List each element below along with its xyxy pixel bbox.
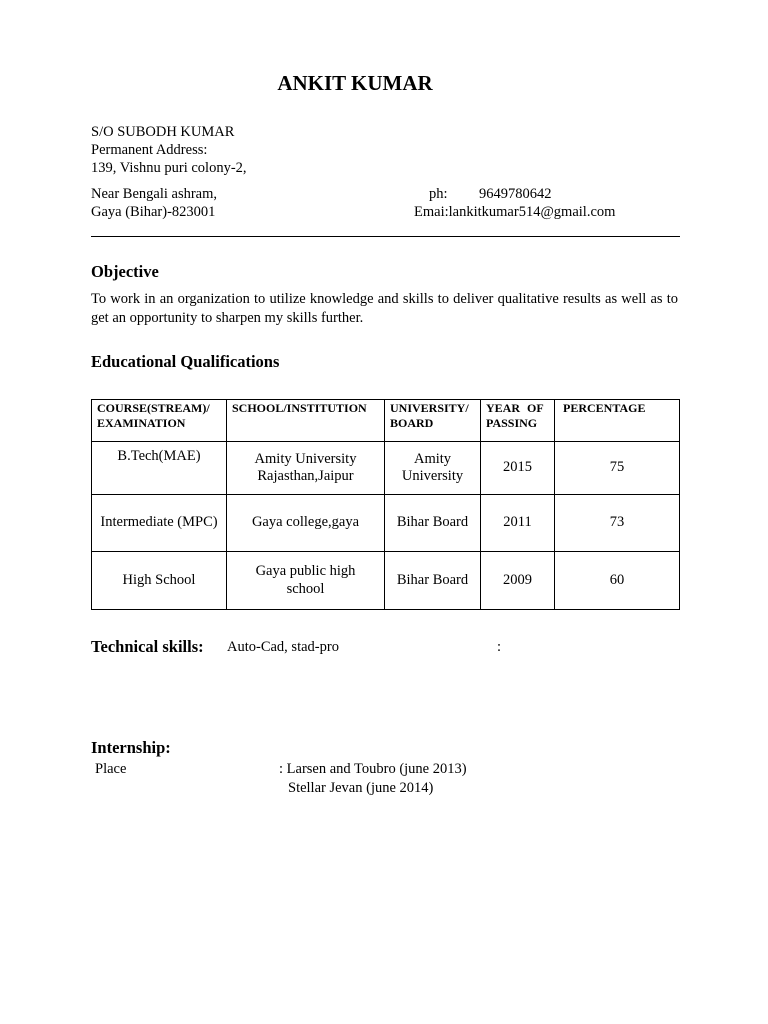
column-header-line: BOARD: [390, 416, 434, 430]
phone-label: ph:: [429, 186, 448, 202]
objective-heading: Objective: [91, 262, 159, 281]
cell-percentage: [555, 442, 680, 495]
cell-percentage: [555, 552, 680, 610]
cell-course: [92, 552, 227, 610]
cell-year: [481, 495, 555, 552]
address-label: Permanent Address:: [91, 142, 208, 158]
cell-board: [385, 552, 481, 610]
header-divider: [91, 236, 680, 237]
column-header-line: UNIVERSITY/: [390, 401, 469, 415]
table-row: [92, 552, 680, 610]
cell-school: [227, 552, 385, 610]
column-header-line: YEAR OF: [486, 401, 544, 415]
table-row: [92, 495, 680, 552]
cell-text: 2015: [503, 459, 532, 476]
cell-course: [92, 495, 227, 552]
email-address: Emai:lankitkumar514@gmail.com: [414, 204, 616, 220]
cell-percentage: [555, 495, 680, 552]
cell-school: [227, 495, 385, 552]
cell-text: High School: [122, 571, 196, 588]
table-header-row: [92, 400, 680, 442]
cell-board: [385, 442, 481, 495]
column-header-percentage: [555, 400, 680, 442]
cell-text: Amity University: [254, 450, 357, 467]
objective-text: To work in an organization to utilize knowledge and skills to deliver qualitative results as well as to get an opportunity to sharpen my skills further.: [91, 291, 678, 326]
cell-text: school: [286, 580, 325, 597]
technical-skills-value: Auto-Cad, stad-pro: [227, 639, 339, 655]
cell-text: Rajasthan,Jaipur: [257, 468, 354, 484]
address-line-3: Gaya (Bihar)-823001: [91, 204, 216, 220]
cell-text: 2009: [503, 571, 532, 588]
column-header-line: EXAMINATION: [97, 416, 186, 430]
cell-text: Gaya public high: [255, 563, 356, 579]
relation-line: S/O SUBODH KUMAR: [91, 124, 235, 140]
cell-text: 2011: [503, 514, 532, 531]
cell-board: [385, 495, 481, 552]
cell-year: [481, 442, 555, 495]
column-header-line: PERCENTAGE: [563, 401, 646, 415]
cell-text: Gaya college,gaya: [251, 514, 360, 531]
column-header-course: [92, 400, 227, 442]
column-header-line: COURSE(STREAM)/: [97, 401, 210, 415]
cell-text: Amity: [413, 450, 452, 467]
cell-year: [481, 552, 555, 610]
education-table: [91, 399, 680, 610]
column-header-line: PASSING: [486, 416, 538, 430]
phone-number: 9649780642: [479, 186, 552, 202]
cell-school: [227, 442, 385, 495]
table-row: [92, 442, 680, 495]
resume-name: ANKIT KUMAR: [277, 71, 433, 95]
cell-text: 60: [609, 571, 625, 588]
cell-text: B.Tech(MAE): [117, 448, 201, 464]
education-heading: Educational Qualifications: [91, 352, 280, 371]
internship-place-value-1: : Larsen and Toubro (june 2013): [279, 761, 467, 777]
internship-place-label: Place: [95, 761, 127, 777]
internship-place-value-2: Stellar Jevan (june 2014): [288, 780, 434, 796]
address-line-1: 139, Vishnu puri colony-2,: [91, 160, 247, 176]
cell-course: [92, 442, 227, 495]
cell-text: University: [401, 468, 464, 484]
cell-text: Intermediate (MPC): [100, 514, 218, 531]
address-line-2: Near Bengali ashram,: [91, 186, 218, 202]
internship-heading: Internship:: [91, 738, 171, 757]
column-header-year: [481, 400, 555, 442]
technical-skills-separator: :: [497, 639, 502, 655]
column-header-board: [385, 400, 481, 442]
cell-text: Bihar Board: [396, 571, 469, 588]
cell-text: Bihar Board: [396, 514, 469, 531]
column-header-line: SCHOOL/INSTITUTION: [232, 401, 367, 415]
cell-text: 73: [609, 514, 625, 531]
cell-text: 75: [609, 459, 625, 476]
column-header-school: [227, 400, 385, 442]
technical-skills-heading: Technical skills:: [91, 637, 204, 656]
